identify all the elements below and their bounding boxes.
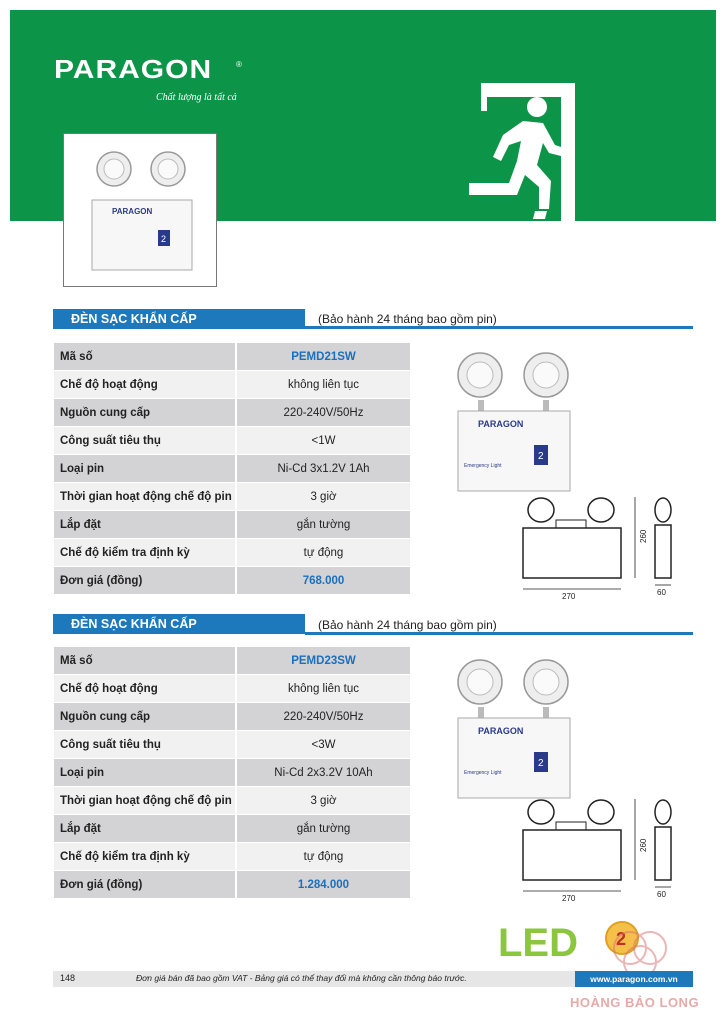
section-title: ĐÈN SẠC KHẨN CẤP [53,614,305,634]
table-row [54,483,410,511]
svg-text:2: 2 [161,234,167,244]
table-row [54,567,410,595]
model-code: PEMD23SW [237,647,410,675]
spec-value: Ni-Cd 3x1.2V 1Ah [237,455,410,483]
footer-note: Đơn giá bán đã bao gồm VAT - Bảng giá có thể thay đổi mà không cần thông báo trước. [136,973,467,983]
table-row [54,871,410,899]
table-row [54,427,410,455]
spec-value: gắn tường [237,815,410,843]
spec-label: Chế độ hoạt động [54,371,237,399]
table-row [54,371,410,399]
table-row [54,455,410,483]
badge-years: 2 [616,929,627,949]
table-row [54,787,410,815]
registered-mark: ® [236,60,242,69]
dim-height: 260 [639,529,648,543]
brand-tagline: Chất lượng là tất cả [156,92,237,103]
website-link[interactable]: www.paragon.com.vn [575,971,693,987]
box-brand: PARAGON [478,419,524,429]
spec-value: Ni-Cd 2x3.2V 10Ah [237,759,410,787]
section-title: ĐÈN SẠC KHẨN CẤP [53,309,305,329]
spec-value: <3W [237,731,410,759]
table-row [54,511,410,539]
table-row [54,539,410,567]
spec-value: 3 giờ [237,787,410,815]
spec-label: Lắp đặt [54,815,237,843]
model-code: PEMD21SW [237,343,410,371]
table-row [54,703,410,731]
table-row [54,759,410,787]
svg-text:2: 2 [538,451,544,462]
spec-label: Nguồn cung cấp [54,703,237,731]
spec-value: 220-240V/50Hz [237,399,410,427]
spec-label: Lắp đặt [54,511,237,539]
spec-value: 220-240V/50Hz [237,703,410,731]
product-photo [63,133,217,287]
emergency-light-icon [64,134,216,286]
spec-value: 3 giờ [237,483,410,511]
dim-depth: 60 [657,588,666,597]
dim-height: 260 [639,838,648,852]
spec-value: không liên tục [237,371,410,399]
spec-table [54,343,410,595]
page-number: 148 [60,973,76,983]
spec-value: gắn tường [237,511,410,539]
spec-label: Công suất tiêu thụ [54,731,237,759]
warranty-note: (Bảo hành 24 tháng bao gồm pin) [318,618,497,632]
brand-logo: PARAGON [54,56,213,85]
spec-value: tự động [237,539,410,567]
spec-label: Nguồn cung cấp [54,399,237,427]
warranty-note: (Bảo hành 24 tháng bao gồm pin) [318,312,497,326]
spec-label: Loại pin [54,455,237,483]
spec-label: Chế độ hoạt động [54,675,237,703]
dimension-drawing-icon [518,797,688,907]
spec-label: Công suất tiêu thụ [54,427,237,455]
emergency-light-icon [448,652,578,802]
led-text: LED [498,921,578,965]
running-man-exit-icon [463,83,575,223]
dim-depth: 60 [657,890,666,899]
box-sublabel: Emergency Light [464,770,502,776]
dim-width: 270 [562,894,576,903]
table-row [54,843,410,871]
spec-label: Đơn giá (đồng) [54,871,237,899]
price-value: 1.284.000 [237,871,410,899]
svg-text:2: 2 [538,758,544,769]
spec-label: Thời gian hoạt động chế độ pin [54,483,237,511]
spec-label: Mã số [54,647,237,675]
table-row [54,399,410,427]
dimension-drawing-icon [518,495,688,605]
spec-value: <1W [237,427,410,455]
table-row [54,647,410,675]
price-value: 768.000 [237,567,410,595]
table-row [54,731,410,759]
spec-table [54,647,410,899]
dim-width: 270 [562,592,576,601]
spec-label: Chế độ kiểm tra định kỳ [54,539,237,567]
watermark-text: HOÀNG BẢO LONG [570,995,700,1010]
spec-value: không liên tục [237,675,410,703]
spec-label: Thời gian hoạt động chế độ pin [54,787,237,815]
box-sublabel: Emergency Light [464,463,502,469]
spec-label: Chế độ kiểm tra định kỳ [54,843,237,871]
spec-value: tự động [237,843,410,871]
spec-label: Mã số [54,343,237,371]
table-row [54,343,410,371]
box-brand: PARAGON [112,207,153,216]
spec-label: Đơn giá (đồng) [54,567,237,595]
spec-label: Loại pin [54,759,237,787]
emergency-light-icon [448,345,578,495]
table-row [54,815,410,843]
box-brand: PARAGON [478,726,524,736]
table-row [54,675,410,703]
